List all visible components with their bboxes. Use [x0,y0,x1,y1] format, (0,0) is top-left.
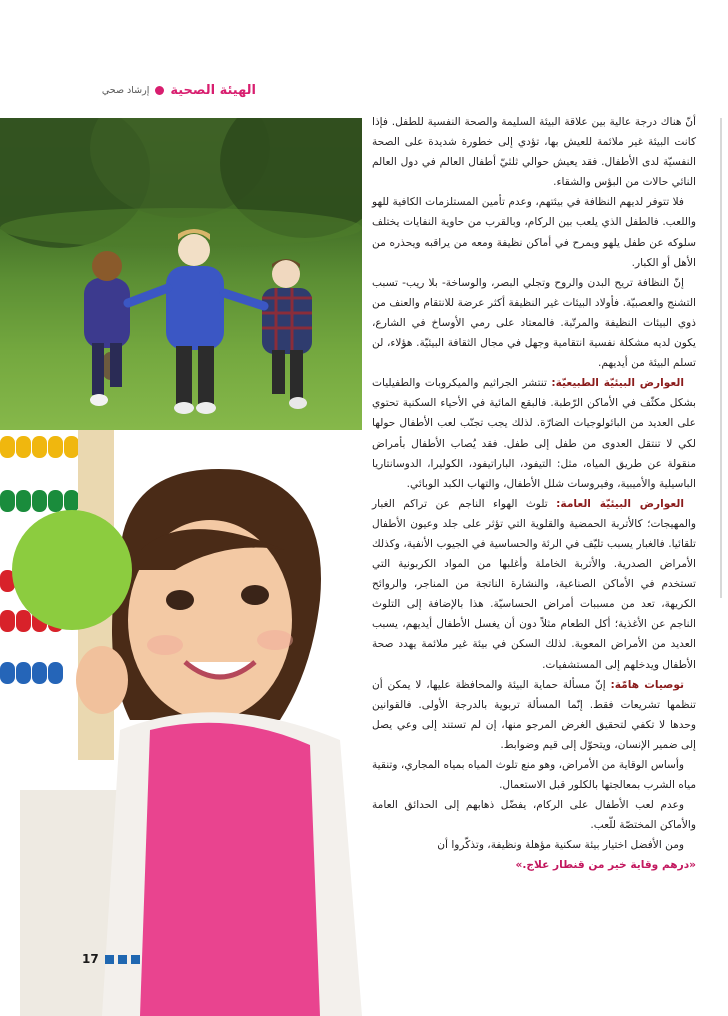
recommendations-text: إنّ مسألة حماية البيئة والمحافظة عليها، لا يمكن أن تنظمها تشريعات فقط. إنّما المسألة تربوية بالدرجة الأولى. فالقوانين وحدها لا تكفي لتحقيق الغرض المرجو منها، إن لم تستند إلى وعي يصل إلى ضمير الإنسان، ويتحوّل إلى قيم وضوابط. [372,678,696,751]
page-header [76,80,256,100]
paragraph-general-factors [372,494,696,675]
general-factors-heading: العوارض البيئيّة العامة: [556,497,684,510]
natural-factors-text: تنتشر الجراثيم والميكروبات والطفيليات بشكل مكثّف في الأماكن الرّطبة. فالبقع المائية في الأحياء السكنية تحتوي على العديد من البائولوجيات الضارّة. لذلك يجب تجنّب لعب الأطفال حولها لكي لا تنتقل العدوى من طفل إلى طفل. فقد يُصاب الأطفال بأمراض منقولة عن طريق المياه، مثل: التيفود، الباراتيفود، الكوليرا، الدوسانتاريا الباسيلية والأميبية، وفيروسات شلل الأطفال، والتهاب الكبد الوبائي. [372,377,696,490]
paragraph-behaviour: إنّ النظافة تريح البدن والروح وتجلي البصر، والوساخة- بلا ريب- تسبب التشنج والعصبيّة. فأولاد البيئات غير النظيفة أكثر عرضة للانتقام والعنف من ذوي البيئات النظيفة والمرتّبة. فالمعتاد على رمي الأوساخ في الشارع، يكون لديه مشكلة نفسية انتقامية وجهل في مجال الثقافة البيئيّة. هؤلاء، لن تسلم البيئة من أيديهم. [372,276,696,370]
page-square-icon [105,955,114,964]
page-number [82,952,140,966]
natural-factors-heading: العوارض البيئيّة الطبيعيّة: [551,377,684,390]
children-running-photo [0,118,362,430]
page-number-text: 17 [82,952,99,966]
page-square-icon [118,955,127,964]
general-factors-text: تلوث الهواء الناجم عن تراكم الغبار والمهيجات؛ كالأتربة الحمضية والقلوية التي تؤثر على جلد وعيون الأطفال تلقائيا. فالغبار يسبب تليّف في الرئة والحساسية في الجيوب الأنفية، وكذلك الأمراض الصدرية. والأتربة الخاملة وأغلبها من المواد الكربونية التي تستخدم في الأماكن الصناعية، والنشارة الناتجة من المناجر، والروائح الكريهة، تعد من مسببات أمراض الحساسيّة. هذا بالإضافة إلى التلوث الناجم عن الأغذية؛ أكل الطعام مثلاً دون أن يغسل الأطفال أيديهم، يسبب العديد من الأمراض المعوية. لذلك السكن في بيئة غير ملائمة يهدد صحة الأطفال ويدخلهم إلى المستشفيات. [372,497,696,671]
paragraph-cleanliness: فلا تتوفر لديهم النظافة في بيئتهم، وعدم تأمين المستلزمات الكافية للهو واللعب. فالطفل الذي يلعب بين الركام، وبالقرب من حاوية النفايات يختلف سلوكه عن طفل يلهو ويمرح في أماكن نظيفة ومعه من يراقبه ويحذره من الأهل أو الكبار. [372,196,696,269]
section-title: الهيئة الصحية [170,82,256,98]
page-square-icon [131,955,140,964]
paragraph-housing: ومن الأفضل اختيار بيئة سكنية مؤهلة ونظيفة، وتذكّروا أن [437,839,684,852]
closing-proverb: «درهم وقاية خير من قنطار علاج.» [515,859,696,872]
paragraph-prevention: وأساس الوقاية من الأمراض، وهو منع تلوث المياه بمياه المجاري، وتنقية مياه الشرب بمعالجتها بالكلور قبل الاستعمال. [372,759,696,792]
paragraph-natural-factors [372,373,696,494]
paragraph-recommendations [372,675,696,755]
decorative-green-circle [12,510,132,630]
margin-rule [720,118,722,598]
section-dot-icon [155,86,164,95]
article-body [372,112,696,876]
recommendations-heading: توصيات هامّة: [610,678,684,691]
paragraph-play-areas: وعدم لعب الأطفال على الركام، يفضّل ذهابهم إلى الحدائق العامة والأماكن المختصّة للّعب. [372,799,696,832]
paragraph-intro: أنّ هناك درجة عالية بين علاقة البيئة السليمة والصحة النفسية للطفل. فإذا كانت البيئة غير ملائمة للعيش بها، تؤدي إلى خطورة شديدة على الصحة النفسيّة لدى الأطفال. فقد يعيش حوالي ثلثيّ أطفال العالم في دول العالم النائي حالات من البؤس والشقاء. [372,116,696,189]
subsection-title: إرشاد صحي [101,84,150,96]
